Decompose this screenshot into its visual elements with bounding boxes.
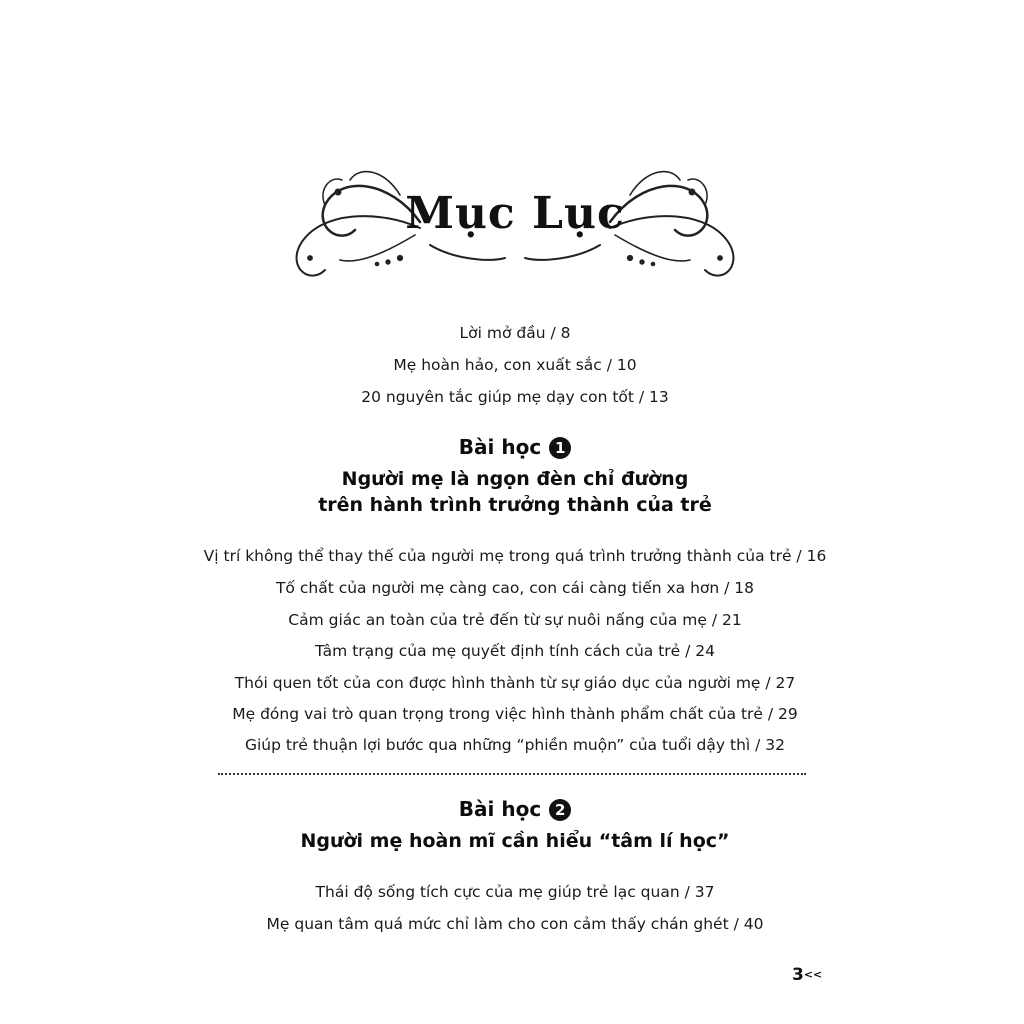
toc-entry[interactable]: Giúp trẻ thuận lợi bước qua những “phiền muộn” của tuổi dậy thì / 32: [244, 736, 786, 754]
page-title: Mục Lục: [405, 188, 625, 239]
lesson-1-title: Người mẹ là ngọn đèn chỉ đường: [341, 468, 689, 490]
toc-entry[interactable]: Mẹ quan tâm quá mức chỉ làm cho con cảm thấy chán ghét / 40: [266, 915, 764, 933]
toc-entry[interactable]: Cảm giác an toàn của trẻ đến từ sự nuôi nấng của mẹ / 21: [288, 611, 742, 629]
toc-entry[interactable]: Thói quen tốt của con được hình thành từ sự giáo dục của người mẹ / 27: [234, 674, 796, 692]
toc-entry[interactable]: Tâm trạng của mẹ quyết định tính cách của trẻ / 24: [315, 642, 715, 660]
toc-entry[interactable]: Mẹ hoàn hảo, con xuất sắc / 10: [393, 356, 637, 374]
page-number-value: 3: [792, 965, 804, 985]
toc-entry[interactable]: Thái độ sống tích cực của mẹ giúp trẻ lạc quan / 37: [315, 883, 715, 901]
lesson-1-title: trên hành trình trưởng thành của trẻ: [318, 494, 712, 516]
section-divider: [218, 773, 806, 775]
toc-entry[interactable]: 20 nguyên tắc giúp mẹ dạy con tốt / 13: [361, 388, 669, 406]
lesson-2-heading: [150, 796, 880, 822]
lesson-1-heading: [150, 434, 880, 460]
lesson-number-badge: 1: [549, 437, 571, 459]
page-number: [792, 965, 822, 985]
lesson-2-title: Người mẹ hoàn mĩ cần hiểu “tâm lí học”: [300, 830, 730, 852]
lesson-number-badge: 2: [549, 799, 571, 821]
toc-entry[interactable]: Tố chất của người mẹ càng cao, con cái càng tiến xa hơn / 18: [275, 579, 755, 597]
toc-entry[interactable]: Lời mở đầu / 8: [459, 324, 571, 342]
double-chevron-left-icon: <<: [803, 968, 823, 981]
toc-heading: [280, 150, 750, 300]
lesson-label: Bài học: [458, 435, 542, 459]
lesson-label: Bài học: [458, 797, 542, 821]
toc-entry[interactable]: Vị trí không thể thay thế của người mẹ trong quá trình trưởng thành của trẻ / 16: [203, 547, 827, 565]
toc-entry[interactable]: Mẹ đóng vai trò quan trọng trong việc hình thành phẩm chất của trẻ / 29: [232, 705, 798, 723]
